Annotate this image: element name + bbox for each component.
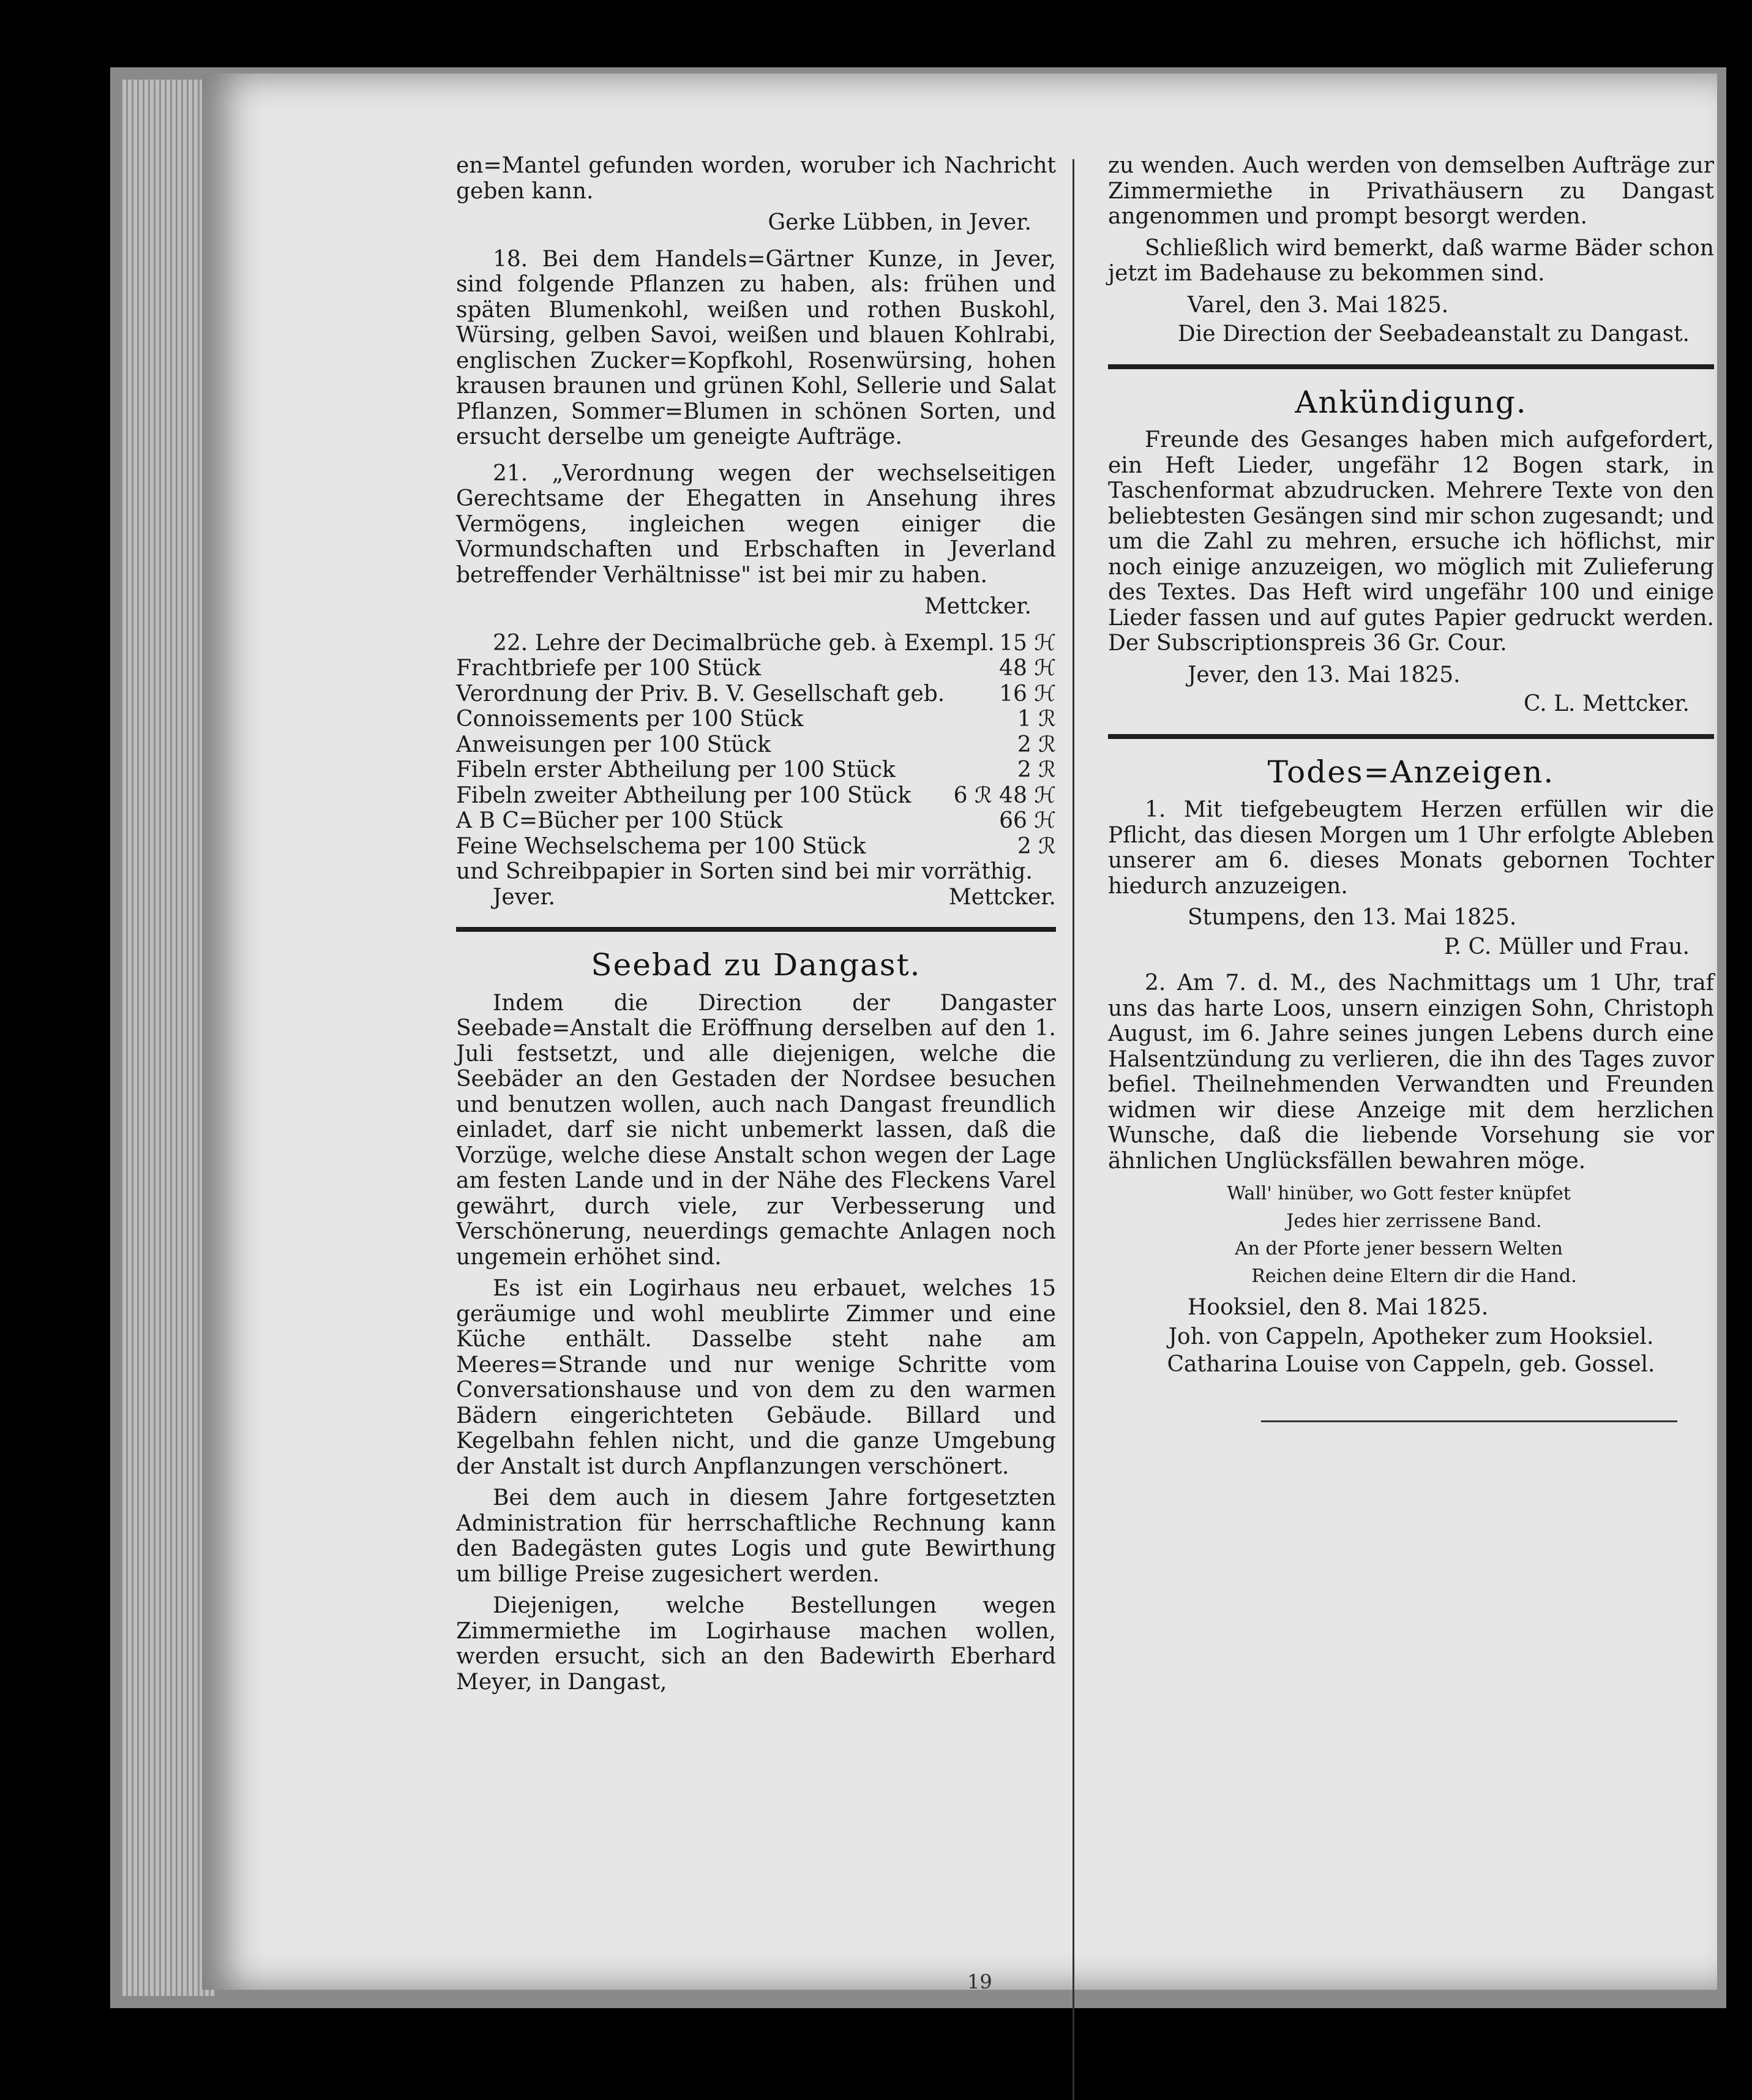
verse-line: Wall' hinüber, wo Gott fester knüpfet xyxy=(1227,1183,1571,1204)
price-item: Verordnung der Priv. B. V. Gesellschaft geb. xyxy=(456,681,945,707)
price-value: 6 ℛ 48 ℋ xyxy=(953,782,1056,808)
price-row xyxy=(456,757,1056,783)
price-value: 2 ℛ xyxy=(1017,732,1056,757)
price-row xyxy=(456,631,1056,656)
notice-17-signature: Gerke Lübben, in Jever. xyxy=(768,210,1031,235)
price-value: 2 ℛ xyxy=(1017,757,1056,782)
death-notice-1-date: Stumpens, den 13. Mai 1825. xyxy=(1188,905,1517,930)
seebad-continuation: zu wenden. Auch werden von demselben Aufträge zur Zimmermiethe in Privathäusern zu Dangast angenommen und prompt besorgt werden. xyxy=(1108,153,1714,229)
price-row xyxy=(456,834,1056,860)
verse-line: Jedes hier zerrissene Band. xyxy=(1286,1210,1542,1232)
seebad-signature: Die Direction der Seebadeanstalt zu Dangast. xyxy=(1177,321,1690,347)
ankuendigung-heading: Ankündigung. xyxy=(1295,384,1527,420)
seebad-paragraph-4: Diejenigen, welche Bestellungen wegen Zimmermiethe im Logirhause machen wollen, werden ersucht, sich an den Badewirth Eberhard Meyer, in Dangast, xyxy=(456,1593,1056,1695)
closing-rule xyxy=(1261,1420,1677,1422)
seebad-paragraph-5: Schließlich wird bemerkt, daß warme Bäder schon jetzt im Badehause zu bekommen sind. xyxy=(1108,235,1714,286)
todes-heading: Todes=Anzeigen. xyxy=(1267,754,1555,790)
death-notice-2-signature-2: Catharina Louise von Cappeln, geb. Gossel. xyxy=(1167,1352,1655,1377)
notice-21-signature: Mettcker. xyxy=(924,594,1031,619)
notice-22-signature: Mettcker. xyxy=(948,884,1056,910)
price-item: Frachtbriefe per 100 Stück xyxy=(456,656,762,681)
price-value: 2 ℛ xyxy=(1017,833,1056,859)
notice-22-place: Jever. xyxy=(493,884,556,910)
seebad-date: Varel, den 3. Mai 1825. xyxy=(1188,292,1449,318)
notice-17-end: en=Mantel gefunden worden, woruber ich Nachricht geben kann. xyxy=(456,153,1056,204)
price-item: Fibeln zweiter Abtheilung per 100 Stück xyxy=(456,782,912,808)
section-rule xyxy=(1108,734,1714,739)
left-column xyxy=(456,153,1056,1701)
death-notice-2-signature-1: Joh. von Cappeln, Apotheker zum Hooksiel. xyxy=(1168,1324,1654,1349)
price-row xyxy=(456,707,1056,732)
price-row xyxy=(456,732,1056,758)
right-column xyxy=(1108,153,1714,1422)
price-item: Feine Wechselschema per 100 Stück xyxy=(456,833,866,859)
price-item: A B C=Bücher per 100 Stück xyxy=(456,808,783,833)
price-value: 48 ℋ xyxy=(999,656,1056,681)
notice-18: 18. Bei dem Handels=Gärtner Kunze, in Jever, sind folgende Pflanzen zu haben, als: frühen und späten Blumenkohl, weißen und rothen Buskohl, Würsing, gelben Savoi, weißen und blauen Kohlrabi, englischen Zucker=Kopfkohl, Rosenwürsing, hohen krausen braunen und grünen Kohl, Sellerie und Salat Pflanzen, Sommer=Blumen in schönen Sorten, und ersucht derselbe um geneigte Aufträge. xyxy=(456,246,1056,449)
price-row xyxy=(456,783,1056,809)
ankuendigung-date: Jever, den 13. Mai 1825. xyxy=(1188,662,1461,688)
death-notice-1: 1. Mit tiefgebeugtem Herzen erfüllen wir die Pflicht, das diesen Morgen um 1 Uhr erfolgte Ableben unserer am 6. dieses Monats gebornen Tochter hiedurch anzuzeigen. xyxy=(1108,797,1714,899)
price-row xyxy=(456,808,1056,834)
seebad-paragraph-2: Es ist ein Logirhaus neu erbauet, welches 15 geräumige und wohl meublirte Zimmer und eine Küche enthält. Dasselbe steht nahe am Meeres=Strande und nur wenige Schritte vom Conversationshause und von dem zu den warmen Bädern eingerichteten Gebäude. Billard und Kegelbahn fehlen nicht, und die ganze Umgebung der Anstalt ist durch Anpflanzungen verschönert. xyxy=(456,1276,1056,1479)
section-rule xyxy=(1108,364,1714,369)
seebad-paragraph-1: Indem die Direction der Dangaster Seebade=Anstalt die Eröffnung derselben auf den 1. Juli festsetzt, und alle diejenigen, welche die Seebäder an den Gestaden der Nordsee besuchen und benutzen wollen, auch nach Dangast freundlich einladet, darf sie nicht unbemerkt lassen, daß die Vorzüge, welche diese Anstalt schon wegen der Lage am festen Lande und in der Nähe des Fleckens Varel gewährt, durch viele, zur Verbesserung und Verschönerung, neuerdings gemachte Anlagen noch ungemein erhöhet sind. xyxy=(456,990,1056,1270)
page-edges xyxy=(122,80,214,1996)
ankuendigung-text: Freunde des Gesanges haben mich aufgefordert, ein Heft Lieder, ungefähr 12 Bogen stark, in Taschenformat abzudrucken. Mehrere Texte von den beliebtesten Gesängen sind mir schon zugesandt; und um die Zahl zu mehren, ersuche ich höflichst, mir noch einige anzuzeigen, wo möglich mit Zulieferung des Textes. Das Heft wird ungefähr 100 und einige Lieder fassen und auf gutes Papier gedruckt werden. Der Subscriptionspreis 36 Gr. Cour. xyxy=(1108,427,1714,656)
death-notice-1-signature: P. C. Müller und Frau. xyxy=(1443,934,1690,959)
price-item: Fibeln erster Abtheilung per 100 Stück xyxy=(456,757,896,782)
price-value: 66 ℋ xyxy=(999,808,1056,833)
ankuendigung-signature: C. L. Mettcker. xyxy=(1523,691,1690,716)
price-value: 15 ℋ xyxy=(999,630,1056,656)
price-value: 16 ℋ xyxy=(999,681,1056,707)
seebad-heading: Seebad zu Dangast. xyxy=(591,947,921,983)
page-number: 19 xyxy=(967,1970,992,1993)
notice-22-footer xyxy=(456,885,1056,910)
price-value: 1 ℛ xyxy=(1017,707,1056,732)
notice-21: 21. „Verordnung wegen der wechselseitigen Gerechtsame der Ehegatten in Ansehung ihres Vermögens, ingleichen wegen einiger die Vormundschaften und Erbschaften in Jeverland betreffender Verhältnisse" ist bei mir zu haben. xyxy=(456,460,1056,588)
price-item: 22. Lehre der Decimalbrüche geb. à Exempl. xyxy=(493,630,995,656)
memorial-verse xyxy=(1108,1180,1714,1290)
death-notice-2: 2. Am 7. d. M., des Nachmittags um 1 Uhr, traf uns das harte Loos, unsern einzigen Sohn, Christoph August, im 6. Jahre seines jungen Lebens durch eine Halsentzündung zu verlieren, die ihn des Tages zuvor befiel. Theilnehmenden Verwandten und Freunden widmen wir diese Anzeige mit dem herzlichen Wunsche, daß die liebende Vorsehung sie vor ähnlichen Unglücksfällen bewahren möge. xyxy=(1108,970,1714,1174)
price-row xyxy=(456,656,1056,681)
section-rule xyxy=(456,927,1056,932)
price-list xyxy=(456,631,1056,860)
column-divider xyxy=(1073,159,1074,2100)
verse-line: An der Pforte jener bessern Welten xyxy=(1235,1238,1563,1259)
price-item: Anweisungen per 100 Stück xyxy=(456,732,771,757)
seebad-paragraph-3: Bei dem auch in diesem Jahre fortgesetzten Administration für herrschaftliche Rechnung kann den Badegästen gutes Logis und gute Bewirthung um billige Preise zugesichert werden. xyxy=(456,1485,1056,1587)
notice-22-end: und Schreibpapier in Sorten sind bei mir vorräthig. xyxy=(456,859,1033,884)
verse-line: Reichen deine Eltern dir die Hand. xyxy=(1251,1266,1577,1287)
price-item: Connoissements per 100 Stück xyxy=(456,707,804,732)
death-notice-2-date: Hooksiel, den 8. Mai 1825. xyxy=(1188,1295,1489,1320)
price-row xyxy=(456,681,1056,707)
